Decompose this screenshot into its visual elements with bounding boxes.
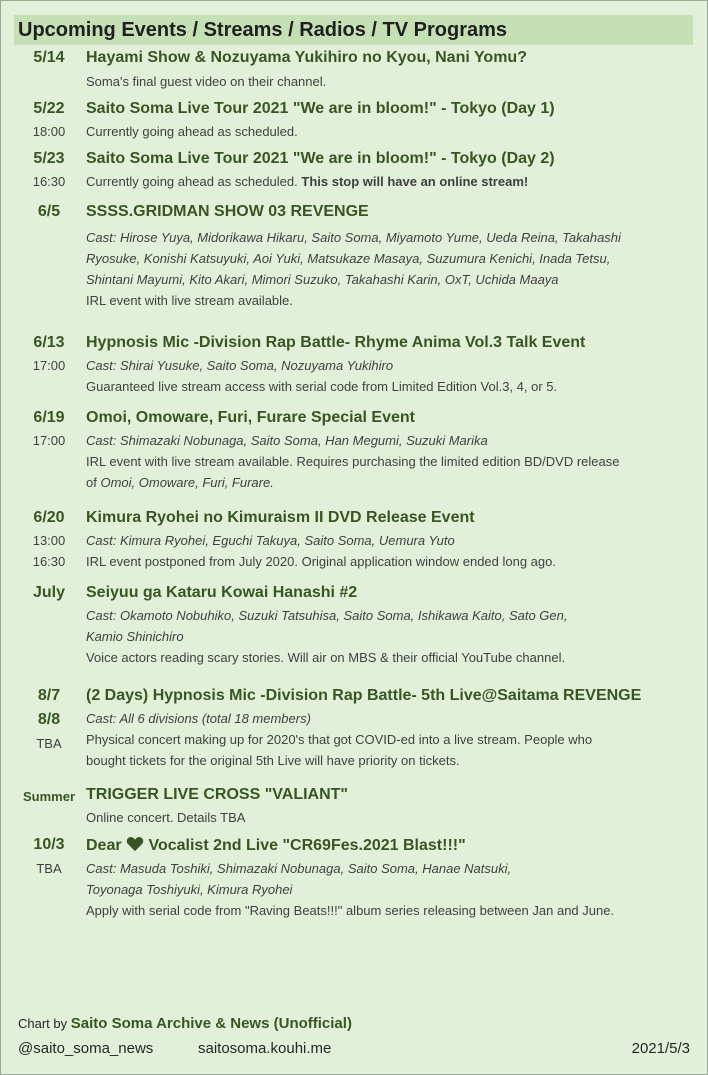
event-title: Seiyuu ga Kataru Kowai Hanashi #2 [86,584,358,601]
event-cast: Ryosuke, Konishi Katsuyuki, Aoi Yuki, Matsukaze Masaya, Suzumura Kenichi, Inada Tetsu, [86,251,611,266]
footer-chart-by: Chart by [18,1016,68,1031]
event-desc: IRL event with live stream available. [86,293,293,308]
event-desc: IRL event postponed from July 2020. Original application window ended long ago. [86,554,556,569]
event-title: (2 Days) Hypnosis Mic -Division Rap Battle- 5th Live@Saitama REVENGE [86,687,642,704]
header-bar [14,15,693,45]
event-desc-line2: bought tickets for the original 5th Live will have priority on tickets. [86,753,460,768]
event-date: 5/23 [33,150,65,167]
event-title: Saito Soma Live Tour 2021 "We are in bloom!" - Tokyo (Day 1) [86,100,555,117]
event-cast: Kamio Shinichiro [86,629,184,644]
event-cast: Cast: Shirai Yusuke, Saito Soma, Nozuyama Yukihiro [86,358,394,373]
event-title [86,836,466,855]
event-title: SSSS.GRIDMAN SHOW 03 REVENGE [86,203,369,220]
footer-date: 2021/5/3 [631,1040,690,1057]
event-time: 16:30 [32,174,66,189]
event-date: 6/19 [33,409,65,426]
event-title: Omoi, Omoware, Furi, Furare Special Event [86,409,415,426]
footer-handle: @saito_soma_news [18,1040,154,1057]
event-desc-prefix: of [86,475,101,490]
event-date: 5/14 [33,49,65,66]
event-date: Summer [22,789,76,804]
event-date: 10/3 [33,836,65,853]
footer-credit [18,1015,352,1032]
event-date-2: 8/8 [37,711,61,728]
event-cast: Cast: Shimazaki Nobunaga, Saito Soma, Han Megumi, Suzuki Marika [86,433,488,448]
event-date: 5/22 [33,100,65,117]
event-title: Hayami Show & Nozuyama Yukihiro no Kyou, Nani Yomu? [86,49,527,66]
event-time: 17:00 [32,433,66,448]
event-date: 6/20 [33,509,65,526]
event-date: July [32,584,65,601]
event-desc: Physical concert making up for 2020's that got COVID-ed into a live stream. People who [86,732,593,747]
event-desc-line2 [86,475,274,490]
event-cast: Shintani Mayumi, Kito Akari, Mimori Suzuko, Takahashi Karin, OxT, Uchida Maaya [86,272,559,287]
event-time-2: 16:30 [32,554,66,569]
event-desc: Currently going ahead as scheduled. [86,174,298,189]
event-desc-italic: Omoi, Omoware, Furi, Furare. [100,475,274,490]
event-cast: Cast: Kimura Ryohei, Eguchi Takuya, Saito Soma, Uemura Yuto [86,533,455,548]
event-title-post: Vocalist 2nd Live "CR69Fes.2021 Blast!!!" [148,837,466,854]
event-cast: Cast: All 6 divisions (total 18 members) [86,711,311,726]
event-title: Hypnosis Mic -Division Rap Battle- Rhyme Anima Vol.3 Talk Event [86,334,586,351]
footer-site: saitosoma.kouhi.me [198,1040,332,1057]
event-desc: Currently going ahead as scheduled. [86,124,298,139]
event-date: 6/13 [33,334,65,351]
event-desc-line [86,174,528,189]
event-desc: Voice actors reading scary stories. Will air on MBS & their official YouTube channel. [86,650,566,665]
event-time: TBA [36,861,62,876]
event-title: Kimura Ryohei no Kimuraism II DVD Release Event [86,509,475,526]
event-title: TRIGGER LIVE CROSS "VALIANT" [86,786,348,803]
event-desc: Apply with serial code from "Raving Beats!!!" album series releasing between Jan and June. [86,903,615,918]
event-desc: Online concert. Details TBA [86,810,246,825]
event-time: TBA [36,736,62,751]
footer-source: Saito Soma Archive & News (Unofficial) [70,1015,352,1032]
event-desc-bold: This stop will have an online stream! [301,174,529,189]
event-time: 13:00 [32,533,66,548]
event-cast: Cast: Masuda Toshiki, Shimazaki Nobunaga, Saito Soma, Hanae Natsuki, [86,861,512,876]
event-cast: Toyonaga Toshiyuki, Kimura Ryohei [86,882,293,897]
event-time: 18:00 [32,124,66,139]
event-title-pre: Dear [86,837,122,854]
heart-icon [126,836,144,852]
event-title: Saito Soma Live Tour 2021 "We are in bloom!" - Tokyo (Day 2) [86,150,555,167]
event-date: 6/5 [37,203,61,220]
event-time: 17:00 [32,358,66,373]
event-cast: Cast: Hirose Yuya, Midorikawa Hikaru, Saito Soma, Miyamoto Yume, Ueda Reina, Takahashi [86,230,621,245]
event-desc: IRL event with live stream available. Requires purchasing the limited edition BD/DVD release [86,454,620,469]
event-desc: Guaranteed live stream access with serial code from Limited Edition Vol.3, 4, or 5. [86,379,558,394]
event-desc: Soma's final guest video on their channel. [86,74,327,89]
event-cast: Cast: Okamoto Nobuhiko, Suzuki Tatsuhisa, Saito Soma, Ishikawa Kaito, Sato Gen, [86,608,568,623]
page-title: Upcoming Events / Streams / Radios / TV Programs [18,19,508,41]
event-date: 8/7 [37,687,61,704]
